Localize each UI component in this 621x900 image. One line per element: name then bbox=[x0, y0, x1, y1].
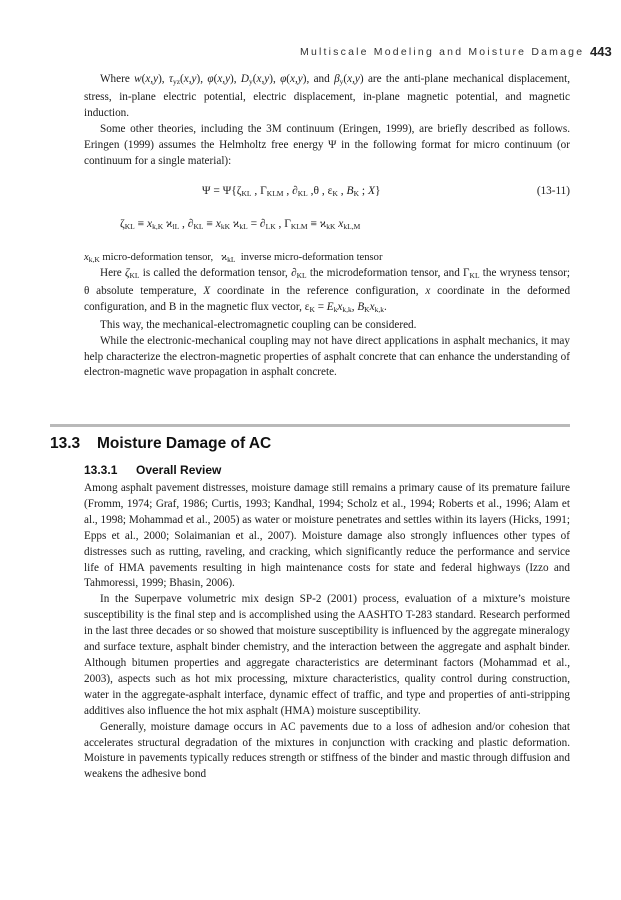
subsection-number: 13.3.1 bbox=[84, 463, 118, 477]
review-paragraph-3: Generally, moisture damage occurs in AC pavements due to a loss of adhesion and/or cohesion that accelerates structural degradation of the mixtures in conjunction with cracking and plastic deformation. Moisture in pavements typically reduces strength or stiffness of the binder and mastic through diffusion and weakens the adhesive bond bbox=[84, 720, 570, 781]
section-title: Moisture Damage of AC bbox=[97, 435, 272, 452]
equation-number: (13-11) bbox=[536, 185, 570, 197]
intro-paragraph-2: Some other theories, including the 3M continuum (Eringen, 1999), are briefly described as follows. Eringen (1999) assumes the Helmholtz free energy Ψ in the following format for micro continuum (or continuum for a single material): bbox=[84, 122, 570, 167]
equation-definitions: $\zeta_{KL} \equiv x_{k,K}$ $ϰ_{lL}$ , $\partial_{KL} \equiv x_{kK}$ $ϰ_{kL} = \partial_{LK}$ , $\Gamma_{KLM} \equiv ϰ_{kK}$ $x_{kL,M}$ bbox=[120, 218, 361, 231]
review-block bbox=[84, 481, 570, 783]
equation-13-11-body: $\Psi = \Psi\{\zeta_{KL}$ , $\Gamma_{KLM}$ , $\partial_{KL}$ ,θ , $\varepsilon_K$ , $B_K$ ; X} bbox=[202, 185, 381, 198]
equation-13-11 bbox=[84, 185, 570, 203]
coupling-paragraph: This way, the mechanical-electromagnetic coupling can be considered. bbox=[100, 318, 417, 331]
tensor-note: $x_{k,K}$ micro-deformation tensor, $ϰ_{kL}$ inverse micro-deformation tensor bbox=[84, 252, 383, 264]
section-number: 13.3 bbox=[50, 435, 81, 452]
subsection-heading bbox=[84, 463, 221, 477]
review-paragraph-2: In the Superpave volumetric mix design SP-2 (2001) process, evaluation of a mixture’s moisture susceptibility is the final step and is accomplished using the AASHTO T-283 standard. Research performed in the last three decades or so showed that moisture susceptibility is influenced by the aggregate mineralogy and surface texture, asphalt binder chemistry, and the interaction between the aggregate and asphalt binder. Although bitumen properties and aggregate characteristics are determinant factors (Mohammad et al., 2003), aspects such as hot mix processing, mixture characteristics, quality control during construction, water in the aggregate-asphalt interface, dynamic effect of traffic, and type and properties of anti-stripping additives also influence the hot mix asphalt (HMA) moisture susceptibility. bbox=[84, 593, 570, 717]
definitions-paragraph: Here $\zeta_{KL}$ is called the deformation tensor, $\partial_{KL}$ the microdeformation tensor, and $\Gamma_{KL}$ the wryness tensor; θ absolute temperature, X coordinate in the reference configuration, x coordinate in the deformed configuration, and B in the magnetic flux vector, $\varepsilon_K = E_kx_{k,k}$, $B_Kx_{k,k}$. bbox=[84, 267, 571, 314]
section-heading bbox=[50, 435, 271, 453]
definitions-block bbox=[84, 266, 570, 381]
electronic-paragraph: While the electronic-mechanical coupling may not have direct applications in asphalt mechanics, it may help characterize the electron-magnetic properties of asphalt concrete that can enhance the understanding of electron-magnetic wave propagation in asphalt concrete. bbox=[84, 334, 570, 379]
review-paragraph-1: Among asphalt pavement distresses, moisture damage still remains a primary cause of its premature failure (Fromm, 1974; Graf, 1986; Curtis, 1993; Kandhal, 1994; Scholz et al., 1994; Roberts et al., 1996; Alam et al., 1998; Mohammad et al., 2005) as water or moisture penetrates and settles within its layers (Hicks, 1991; Epps et al., 2000; Solaimanian et al., 2007). Moisture damage also strongly influences other types of distresses such as rutting, raveling, and cracking, which significantly reduce the performance and service life of HMA pavements resulting in high maintenance costs for state and federal highways (Izzo and Tahmoressi, 1999; Bhasin, 2006). bbox=[84, 482, 570, 590]
subsection-title: Overall Review bbox=[136, 463, 222, 477]
section-divider bbox=[50, 424, 570, 427]
intro-paragraph-1: Where w(x,y), $\tau_{yz}(x,y)$, φ(x,y), $D_y(x,y)$, φ(x,y), and $\beta_y(x,y)$ are the anti-plane mechanical displacement, stress, in-plane electric potential, electric displacement, in-plane magnetic potential, and magnetic induction. bbox=[84, 73, 571, 119]
page-number: 443 bbox=[590, 44, 612, 59]
running-head: Multiscale Modeling and Moisture Damage bbox=[300, 46, 585, 58]
intro-block bbox=[84, 72, 570, 169]
